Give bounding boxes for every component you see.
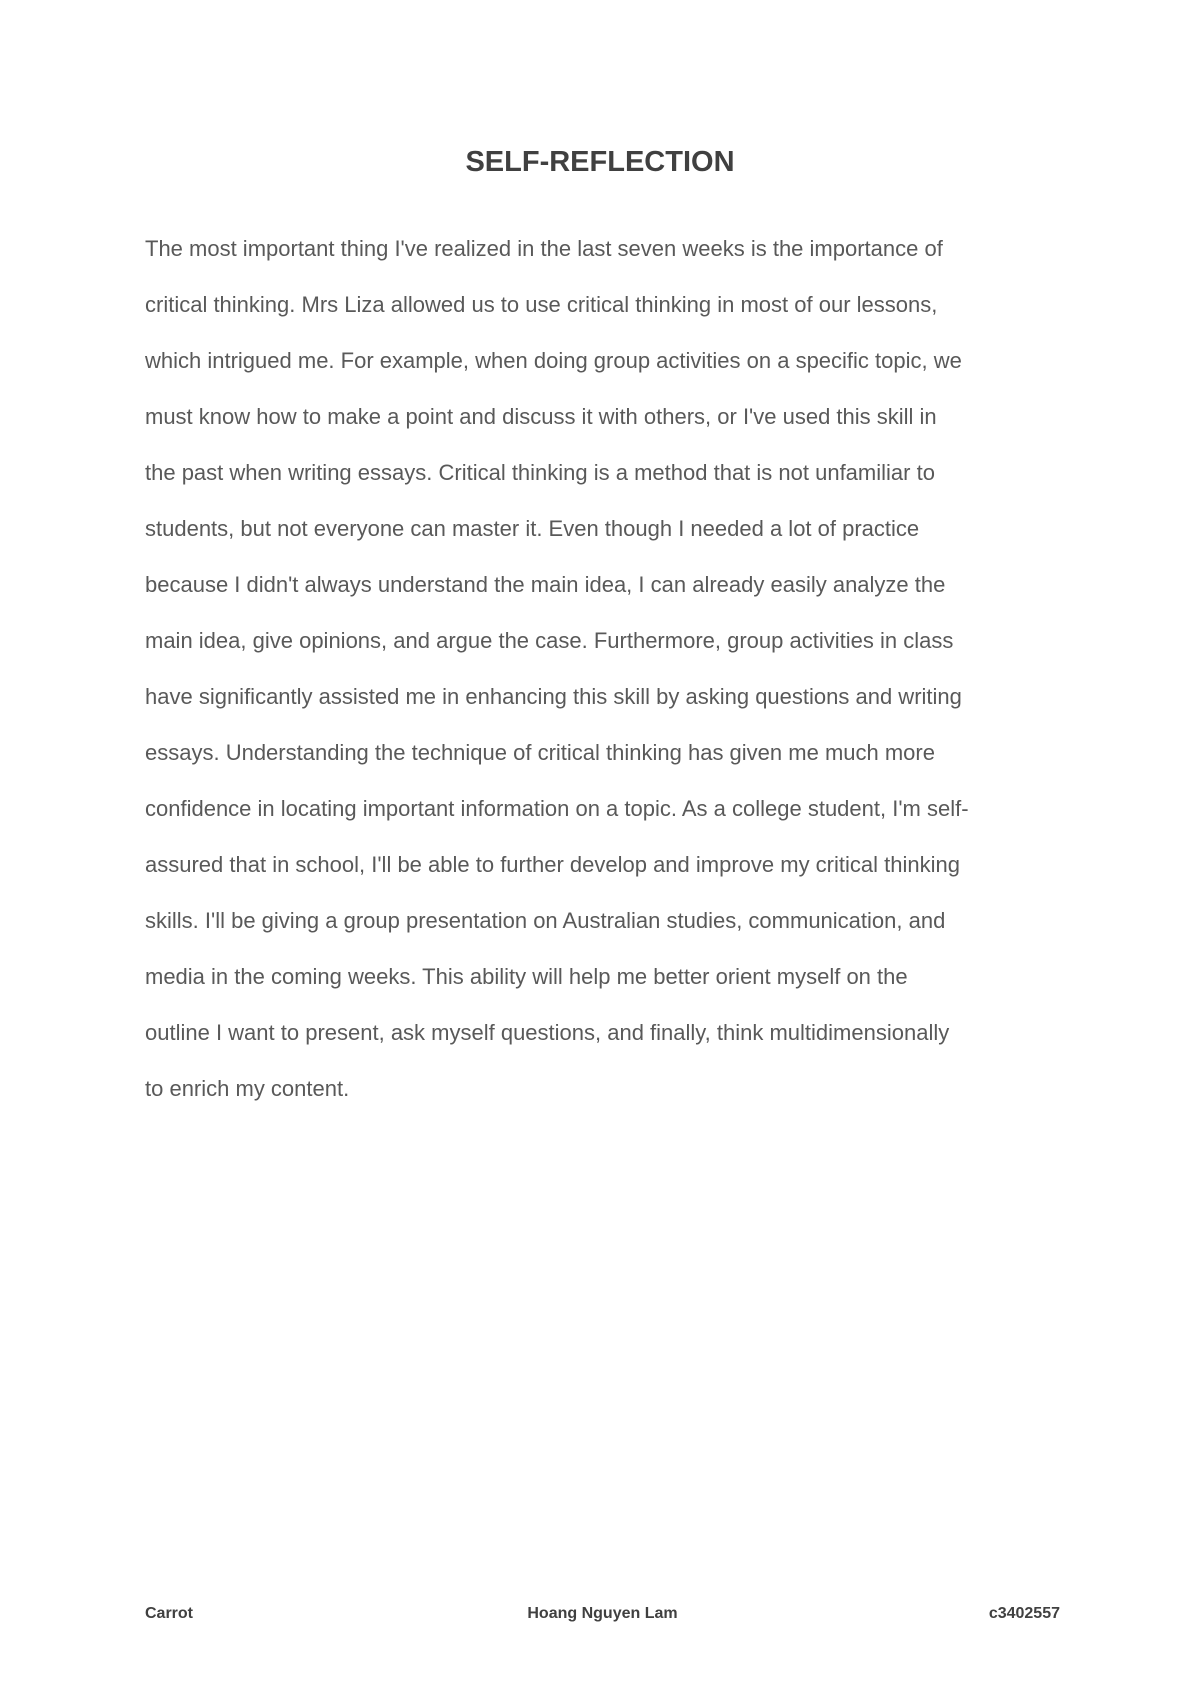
- footer-left-text: Carrot: [145, 1605, 194, 1622]
- paragraph-line: The most important thing I've realized in the last seven weeks is the importance of: [145, 236, 943, 261]
- paragraph-line: essays. Understanding the technique of critical thinking has given me much more: [145, 740, 935, 765]
- paragraph-line: critical thinking. Mrs Liza allowed us to use critical thinking in most of our lessons,: [145, 292, 938, 317]
- page-title: SELF-REFLECTION: [465, 146, 735, 178]
- paragraph-line: must know how to make a point and discuss it with others, or I've used this skill in: [145, 404, 937, 429]
- paragraph-line: assured that in school, I'll be able to further develop and improve my critical thinking: [145, 852, 960, 877]
- paragraph-line: media in the coming weeks. This ability will help me better orient myself on the: [145, 964, 908, 989]
- paragraph-line: confidence in locating important information on a topic. As a college student, I'm self-: [145, 796, 969, 821]
- paragraph-line: because I didn't always understand the main idea, I can already easily analyze the: [145, 572, 946, 597]
- paragraph-line: which intrigued me. For example, when doing group activities on a specific topic, we: [145, 348, 962, 373]
- paragraph-line: to enrich my content.: [145, 1076, 350, 1101]
- body-paragraph: [145, 233, 1065, 1129]
- paragraph-line: students, but not everyone can master it. Even though I needed a lot of practice: [145, 516, 920, 541]
- footer-student-id: c3402557: [988, 1605, 1060, 1622]
- paragraph-line: skills. I'll be giving a group presentation on Australian studies, communication, and: [145, 908, 946, 933]
- page-footer: [145, 1605, 1060, 1631]
- paragraph-line: main idea, give opinions, and argue the case. Furthermore, group activities in class: [145, 628, 954, 653]
- footer-author-name: Hoang Nguyen Lam: [527, 1605, 678, 1622]
- paragraph-line: outline I want to present, ask myself questions, and finally, think multidimensionally: [145, 1020, 950, 1045]
- paragraph-line: the past when writing essays. Critical thinking is a method that is not unfamiliar to: [145, 460, 935, 485]
- paragraph-line: have significantly assisted me in enhancing this skill by asking questions and writing: [145, 684, 962, 709]
